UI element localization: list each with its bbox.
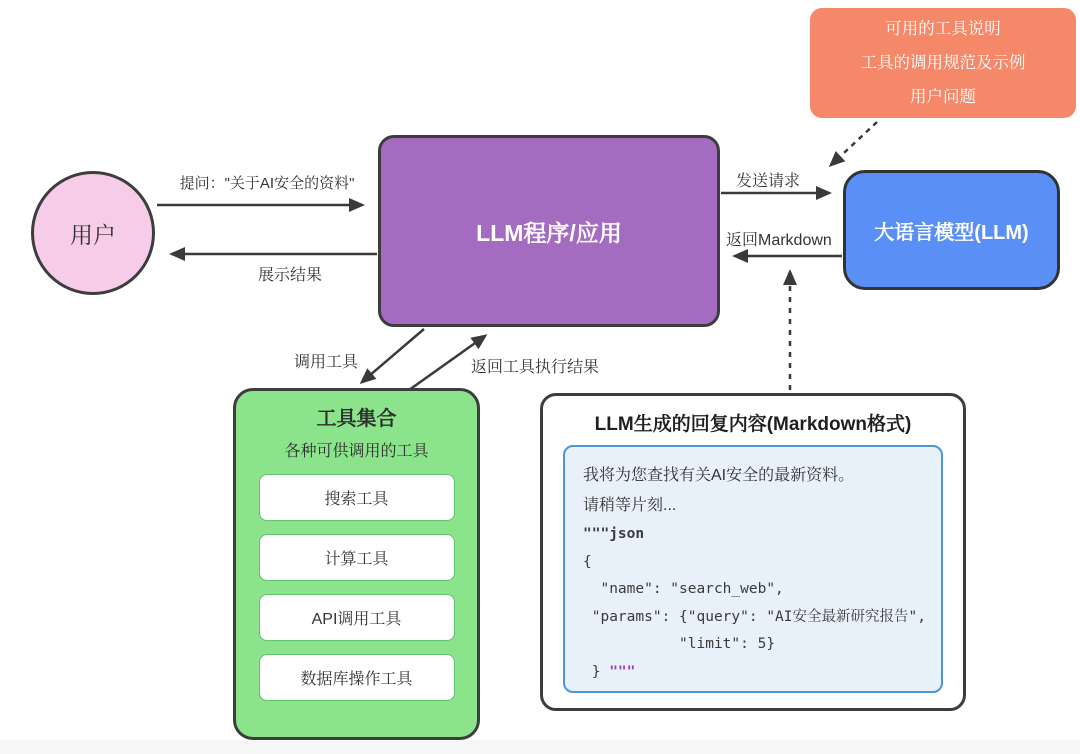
edge-label-show-result: 展示结果 bbox=[257, 267, 322, 284]
edge-label-call-tools: 调用工具 bbox=[294, 354, 359, 371]
note-line-2: 工具的调用规范及示例 bbox=[860, 54, 1026, 72]
edge-label-ask: 提问："关于AI安全的资料" bbox=[179, 175, 355, 192]
tool-item-search: 搜索工具 bbox=[259, 474, 455, 521]
arrow-app-to-tools bbox=[362, 329, 424, 382]
edge-label-tool-results: 返回工具执行结果 bbox=[471, 359, 600, 376]
tool-item-calc: 计算工具 bbox=[259, 534, 455, 581]
markdown-code-block bbox=[563, 445, 943, 693]
llm-model-label: 大语言模型(LLM) bbox=[874, 221, 1029, 244]
reply-intro-line-1: 我将为您查找有关AI安全的最新资料。 bbox=[583, 467, 855, 484]
code-fence-close: """ bbox=[609, 663, 636, 680]
code-json-line-3: "params": {"query": "AI安全最新研究报告", bbox=[583, 608, 926, 625]
code-json-line-4: "limit": 5} bbox=[583, 636, 776, 652]
code-json-line-2: "name": "search_web", bbox=[583, 581, 784, 597]
tools-node bbox=[233, 388, 480, 740]
user-label: 用户 bbox=[70, 221, 116, 248]
code-json-close-line bbox=[583, 659, 923, 687]
note-line-1: 可用的工具说明 bbox=[885, 20, 1001, 38]
code-close-brace: } bbox=[583, 663, 610, 680]
code-json-line-1: { bbox=[583, 553, 592, 570]
tool-item-database: 数据库操作工具 bbox=[259, 654, 455, 701]
llm-model-node bbox=[843, 170, 1060, 290]
tools-title: 工具集合 bbox=[316, 408, 397, 430]
tools-subtitle: 各种可供调用的工具 bbox=[284, 443, 429, 460]
llm-app-label: LLM程序/应用 bbox=[476, 219, 622, 246]
prompt-note-node bbox=[810, 8, 1076, 118]
markdown-reply-node bbox=[540, 393, 966, 711]
dashed-arrow-note-to-request bbox=[831, 122, 877, 165]
note-line-3: 用户问题 bbox=[910, 88, 976, 106]
llm-app-node bbox=[378, 135, 720, 327]
tools-list bbox=[259, 474, 455, 701]
tool-item-api: API调用工具 bbox=[259, 594, 455, 641]
markdown-reply-title: LLM生成的回复内容(Markdown格式) bbox=[594, 414, 912, 435]
code-fence-open: """json bbox=[583, 526, 645, 542]
reply-intro-line-2: 请稍等片刻... bbox=[583, 497, 677, 514]
edge-label-send-request: 发送请求 bbox=[736, 173, 801, 190]
bottom-strip bbox=[0, 740, 1080, 754]
user-node bbox=[31, 171, 155, 295]
edge-label-return-markdown: 返回Markdown bbox=[726, 232, 832, 249]
